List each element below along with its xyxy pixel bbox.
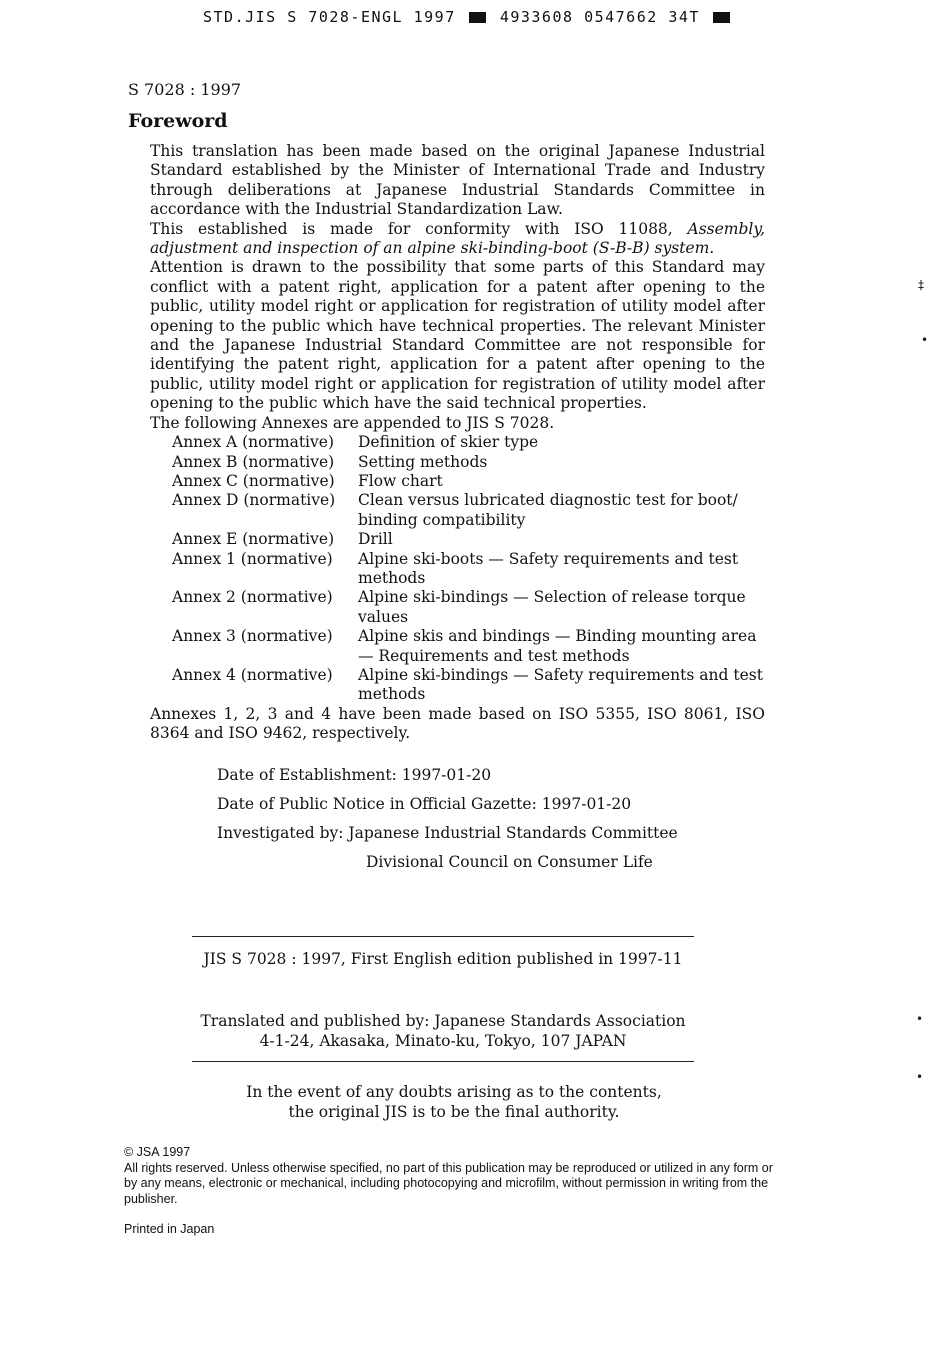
header-block-mark [469, 12, 486, 23]
date-establishment: Date of Establishment: 1997-01-20 [217, 766, 492, 784]
publisher-block [0, 1011, 886, 1051]
annex-row [172, 530, 765, 549]
iso-title: Assembly, adjustment and inspection of an alpine ski-binding-boot (S-B-B) system. [150, 219, 765, 258]
annex-label: Annex B (normative) [172, 452, 335, 471]
annex-label: Annex 3 (normative) [172, 627, 333, 646]
header-code-3: 34T [668, 8, 700, 26]
annex-row [172, 491, 765, 530]
authority-line-2: the original JIS is to be the final authority. [288, 1103, 620, 1121]
paragraph-translation: This translation has been made based on the original Japanese Industrial Standard established by the Minister of International Trade and Industry through deliberations at Japanese Industrial Standards Committee in accordance with the Industrial Standardization Law. [150, 142, 765, 219]
header-code-2: 0547662 [584, 8, 658, 26]
annex-row [172, 588, 765, 627]
annex-label: Annex 4 (normative) [172, 665, 333, 684]
scan-speck: • [916, 1070, 924, 1084]
divider [192, 936, 694, 937]
annex-row [172, 453, 765, 472]
annex-title: Alpine ski-bindings — Safety requirements and test methods [358, 665, 763, 704]
annex-title: Clean versus lubricated diagnostic test for boot/ binding compatibility [358, 491, 738, 529]
paragraph-patent: Attention is drawn to the possibility that some parts of this Standard may conflict with a patent right, application for a patent after opening to the public, utility model right or application for registration of utility model after opening to the public which have technical properties. The relevant Minister and the Japanese Industrial Standard Committee are not responsible for identifying the patent right, application for a patent after opening to the public, utility model right or application for registration of utility model after opening to the public which have the said technical properties. [150, 258, 765, 413]
annex-title: Alpine ski-boots — Safety requirements and test methods [358, 549, 739, 587]
paragraph-annexes-intro: The following Annexes are appended to JIS S 7028. [150, 413, 555, 432]
annex-row [172, 472, 765, 491]
annex-title: Flow chart [358, 471, 443, 490]
annex-label: Annex A (normative) [172, 433, 334, 452]
annex-label: Annex C (normative) [172, 471, 335, 490]
annex-label: Annex E (normative) [172, 530, 335, 549]
header-block-mark [713, 12, 730, 23]
scan-speck: • [916, 1012, 924, 1026]
copyright-text: All rights reserved. Unless otherwise specified, no part of this publication may be reproduced or utilized in any form or by any means, electronic or mechanical, including photocopying and microfilm, without permission in writing from the publisher. [124, 1160, 773, 1206]
annex-row [172, 627, 765, 666]
investigated-by: Investigated by: Japanese Industrial Standards Committee [217, 824, 678, 842]
copyright-mark: © JSA 1997 [124, 1145, 191, 1159]
header-strip [203, 8, 733, 26]
annex-title: Setting methods [358, 452, 488, 471]
annex-row [172, 433, 765, 452]
conformity-text: This established is made for conformity with ISO 11088, [150, 219, 688, 238]
foreword-body [150, 142, 765, 744]
dates-block [217, 766, 678, 882]
scan-speck: ‡ [918, 278, 924, 292]
date-public-notice: Date of Public Notice in Official Gazette: 1997-01-20 [217, 795, 632, 813]
divider [192, 1061, 694, 1062]
annex-title: Drill [358, 530, 393, 549]
edition-line: JIS S 7028 : 1997, First English edition published in 1997-11 [203, 950, 683, 968]
publisher-name: Translated and published by: Japanese Standards Association [200, 1012, 686, 1030]
annex-row [172, 550, 765, 589]
paragraph-conformity [150, 220, 765, 259]
annex-label: Annex D (normative) [172, 491, 336, 510]
annex-title: Alpine skis and bindings — Binding mounting area — Requirements and test methods [358, 627, 757, 665]
annex-title: Definition of skier type [358, 433, 539, 452]
publisher-address: 4-1-24, Akasaka, Minato-ku, Tokyo, 107 JAPAN [259, 1032, 627, 1050]
authority-note [0, 1082, 908, 1122]
authority-line-1: In the event of any doubts arising as to the contents, [246, 1083, 662, 1101]
printed-in: Printed in Japan [124, 1222, 215, 1236]
copyright-block [124, 1145, 774, 1207]
paragraph-annex-note: Annexes 1, 2, 3 and 4 have been made based on ISO 5355, ISO 8061, ISO 8364 and ISO 9462, respectively. [150, 704, 765, 743]
page-title: Foreword [128, 110, 228, 132]
annex-label: Annex 1 (normative) [172, 549, 333, 568]
annex-row [172, 666, 765, 705]
annex-label: Annex 2 (normative) [172, 588, 333, 607]
header-code-1: 4933608 [499, 8, 574, 26]
divisional-council: Divisional Council on Consumer Life [366, 853, 653, 871]
scan-speck: • [921, 333, 929, 347]
header-doc-code: STD.JIS S 7028-ENGL 1997 [203, 8, 456, 26]
annex-title: Alpine ski-bindings — Selection of release torque values [358, 588, 746, 626]
doc-number: S 7028 : 1997 [128, 80, 242, 99]
annex-list [172, 433, 765, 705]
